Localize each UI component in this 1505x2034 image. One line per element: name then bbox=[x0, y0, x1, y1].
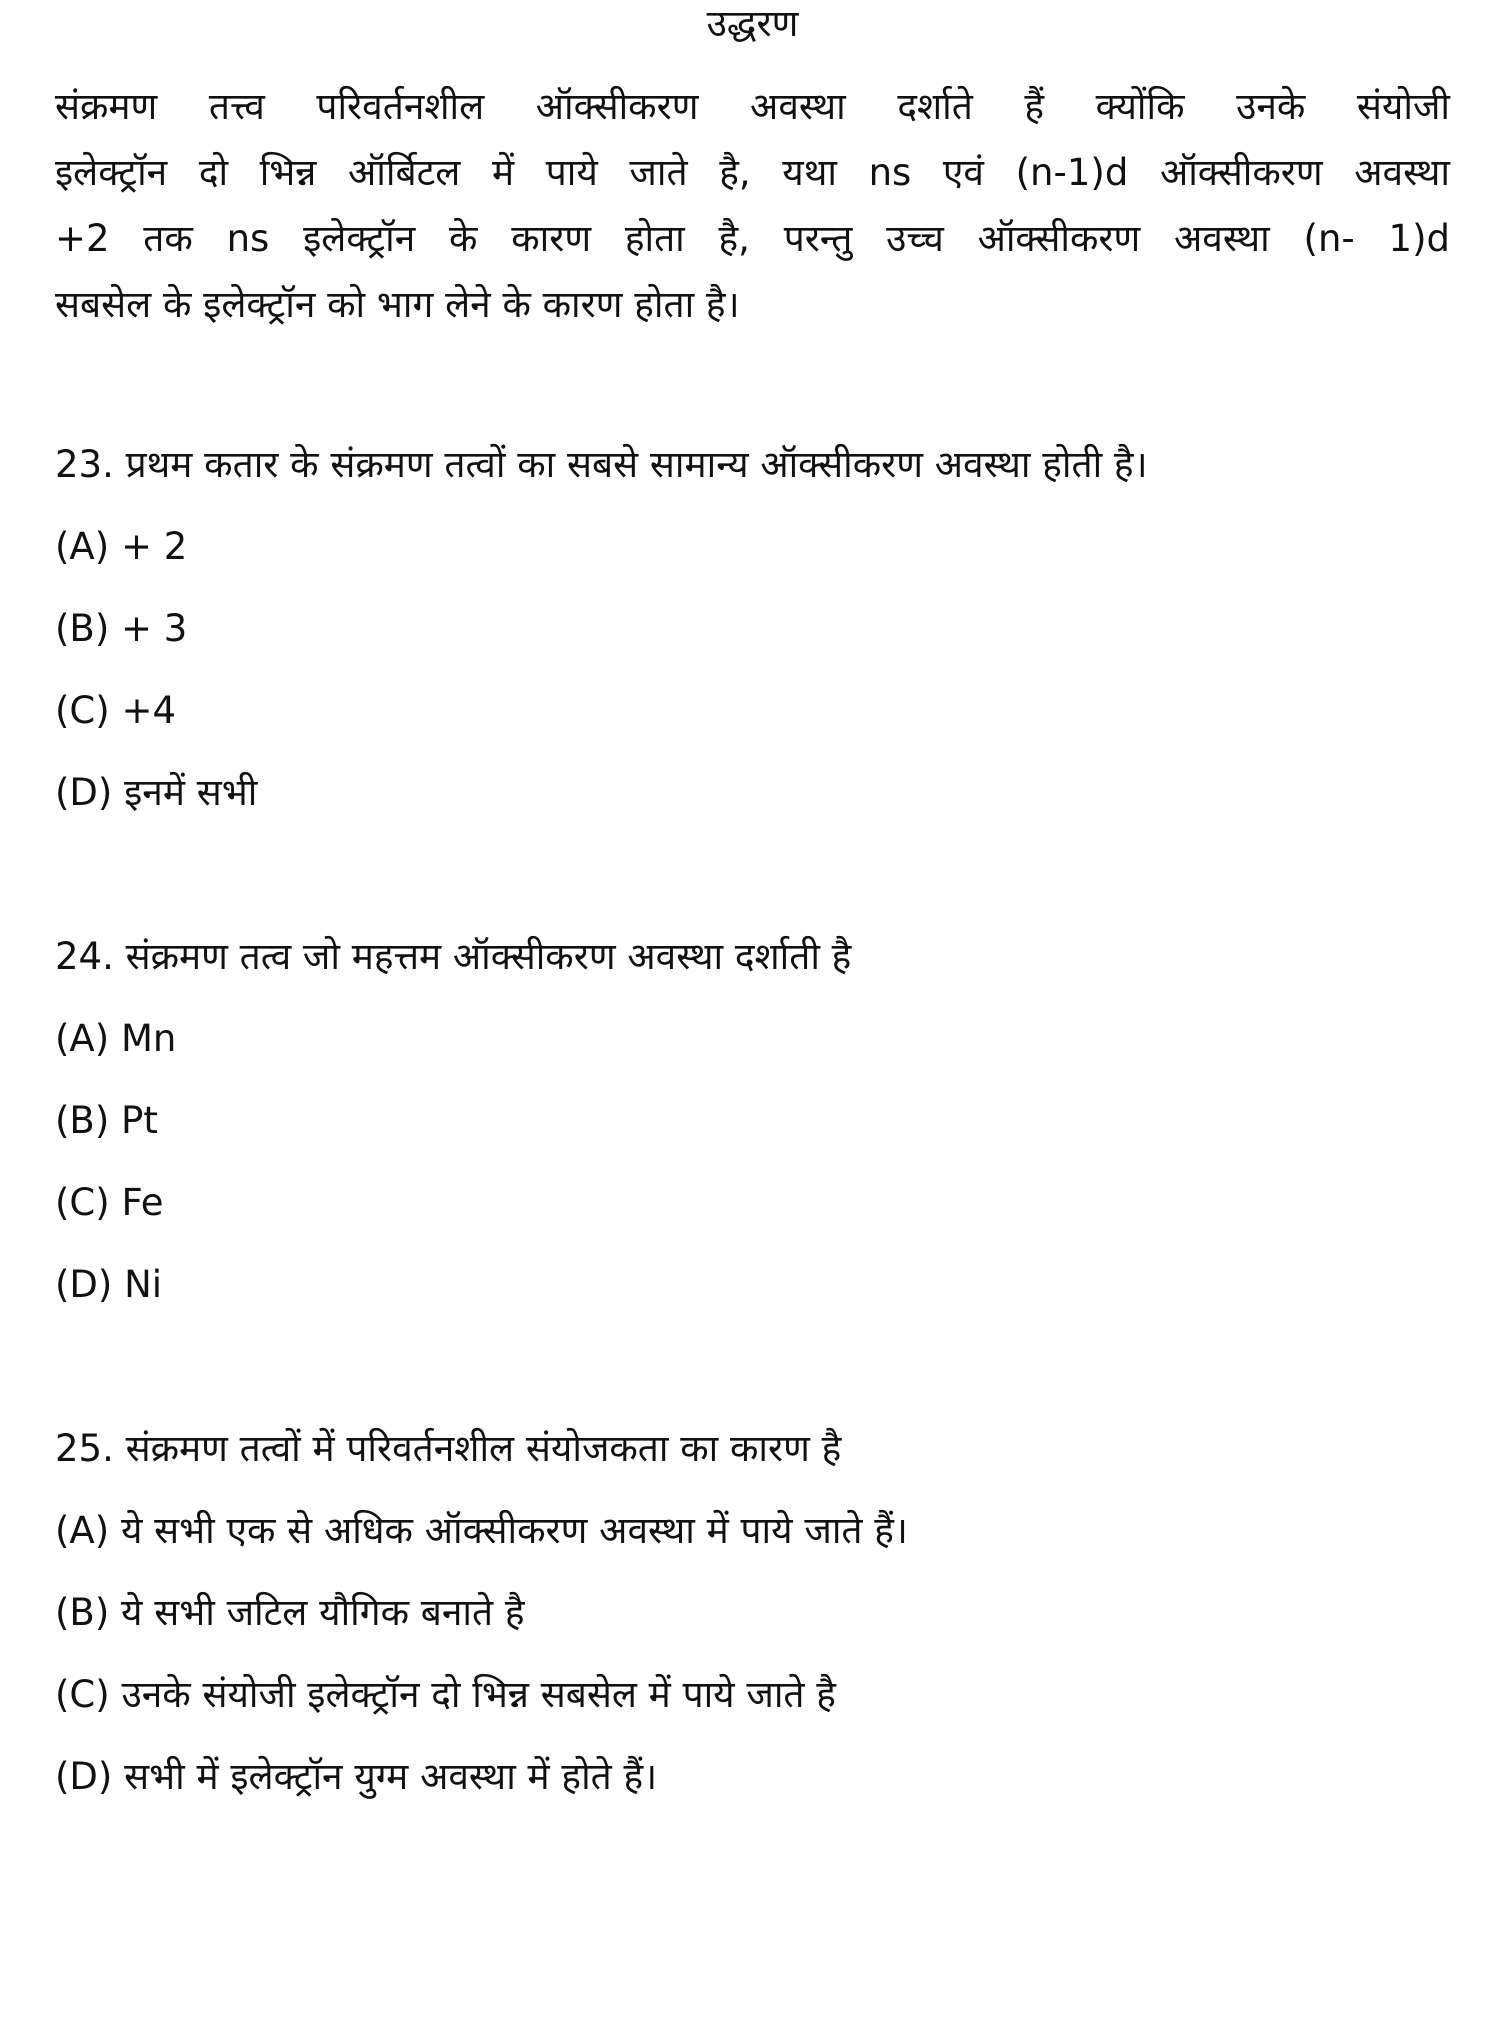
question-25 bbox=[55, 1408, 1450, 1818]
passage-line: इलेक्ट्रॉन दो भिन्न ऑर्बिटल में पाये जाते है, यथा ns एवं (n-1)d ऑक्सीकरण अवस्था bbox=[55, 151, 1450, 194]
option-b: (B) Pt bbox=[55, 1099, 158, 1142]
option-d: (D) इनमें सभी bbox=[55, 771, 258, 814]
option-a: (A) Mn bbox=[55, 1017, 177, 1060]
option-b: (B) ये सभी जटिल यौगिक बनाते है bbox=[55, 1591, 525, 1634]
page-heading: उद्धरण bbox=[706, 2, 799, 45]
option-c: (C) उनके संयोजी इलेक्ट्रॉन दो भिन्न सबसेल में पाये जाते है bbox=[55, 1673, 836, 1716]
option-d: (D) Ni bbox=[55, 1263, 163, 1306]
passage-line: संक्रमण तत्त्व परिवर्तनशील ऑक्सीकरण अवस्था दर्शाते हैं क्योंकि उनके संयोजी bbox=[55, 85, 1450, 128]
passage bbox=[55, 74, 1450, 338]
question-23 bbox=[55, 424, 1450, 834]
question-text: 24. संक्रमण तत्व जो महत्तम ऑक्सीकरण अवस्था दर्शाती है bbox=[55, 935, 852, 978]
option-d: (D) सभी में इलेक्ट्रॉन युग्म अवस्था में होते हैं। bbox=[55, 1755, 658, 1798]
option-c: (C) +4 bbox=[55, 689, 177, 732]
option-a: (A) + 2 bbox=[55, 525, 188, 568]
question-24 bbox=[55, 916, 1450, 1326]
option-c: (C) Fe bbox=[55, 1181, 164, 1224]
option-b: (B) + 3 bbox=[55, 607, 188, 650]
option-a: (A) ये सभी एक से अधिक ऑक्सीकरण अवस्था में पाये जाते हैं। bbox=[55, 1509, 908, 1552]
question-text: 25. संक्रमण तत्वों में परिवर्तनशील संयोजकता का कारण है bbox=[55, 1427, 842, 1470]
question-text: 23. प्रथम कतार के संक्रमण तत्वों का सबसे सामान्य ऑक्सीकरण अवस्था होती है। bbox=[55, 443, 1148, 486]
passage-line: +2 तक ns इलेक्ट्रॉन के कारण होता है, परन्तु उच्च ऑक्सीकरण अवस्था (n- 1)d bbox=[55, 217, 1450, 260]
passage-line: सबसेल के इलेक्ट्रॉन को भाग लेने के कारण होता है। bbox=[55, 283, 740, 326]
